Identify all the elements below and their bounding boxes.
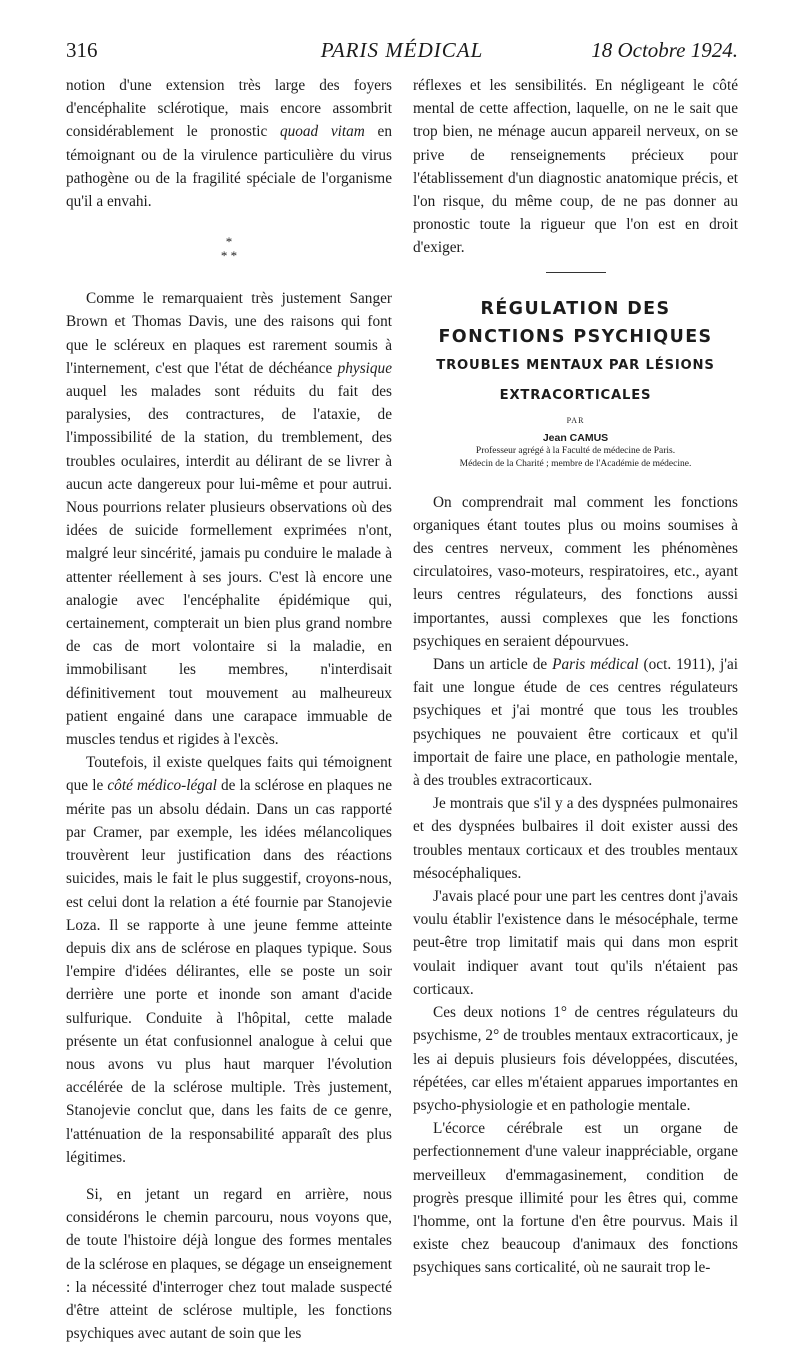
paragraph: J'avais placé pour une part les centres dont j'avais voulu établir l'existence dans le mésocéphale, terme peut-être trop limitatif mais qui dans mon esprit voulait indiquer avant tout qu'ils n'étaient pas corticaux. <box>413 888 738 998</box>
paragraph: L'écorce cérébrale est un organe de perfectionnement d'une valeur inappréciable, organe merveilleux d'emmagasinement, condition de progrès presque illimité pour les êtres qui, comme l'homme, ont la fortune d'en être pourvus. Mais il existe chez beaucoup d'animaux des fonctions psychiques sans corticalité, où ne saurait trop le- <box>413 1120 738 1277</box>
article-title-line1: RÉGULATION DES <box>480 298 671 319</box>
article-subtitle-line1: TROUBLES MENTAUX PAR LÉSIONS <box>436 357 715 373</box>
section-separator-asterisks: * * * <box>220 234 238 264</box>
author-name: Jean CAMUS <box>542 431 609 444</box>
author-affiliation: Professeur agrégé à la Faculté de médecine de Paris. <box>475 445 676 456</box>
page-number: 316 <box>66 38 98 62</box>
right-column <box>413 74 738 1280</box>
article-subtitle-line2: EXTRACORTICALES <box>499 387 652 403</box>
author-affiliation: Médecin de la Charité ; membre de l'Académie de médecine. <box>459 458 692 469</box>
paragraph: Ces deux notions 1° de centres régulateurs du psychisme, 2° de troubles mentaux extracorticaux, je les ai depuis plusieurs fois développées, discutées, répétées, car elles m'étaient apparues importantes en psycho-physiologie et en pathologie mentale. <box>413 1004 738 1114</box>
byline-par: PAR <box>566 415 585 425</box>
paragraph: Si, en jetant un regard en arrière, nous considérons le chemin parcouru, nous voyons que, de toute l'histoire déjà longue des formes mentales de la sclérose en plaques, se dégage un enseignement : la nécessité d'interroger chez tout malade suspecté d'être atteint de sclérose multiple, les fonctions psychiques avec autant de soin que les <box>66 1185 392 1343</box>
section-divider <box>546 272 606 273</box>
page-header <box>66 38 738 68</box>
paragraph: On comprendrait mal comment les fonctions organiques étant toutes plus ou moins soumises à des centres nerveux, comment les phénomènes circulatoires, vaso-moteurs, respiratoires, etc., ayant leurs centres régulateurs, des fonctions aussi importantes, aussi complexes que les fonctions psychiques en seraient dépourvues. <box>413 493 738 650</box>
issue-date: 18 Octobre 1924. <box>591 38 738 62</box>
journal-title: PARIS MÉDICAL <box>320 38 484 62</box>
paragraph: Toutefois, il existe quelques faits qui témoignent que le côté médico-légal de la sclérose en plaques ne mérite pas un absolu dédain. Dans un cas rapporté par Cramer, par exemple, les idées mélancoliques trouvèrent leur justification dans des réactions suicides, mais le fait le plus suggestif, croyons-nous, est celui dont la relation a été fournie par Stanojevie Loza. Il se rapporte à une jeune femme atteinte depuis dix ans de sclérose en plaques typique. Sous l'empire d'idées délirantes, elle se poste un soir derrière une porte et inonde son amant d'acide sulfurique. Conduite à l'hôpital, cette malade présente un état confusionnel analogue à celui que nous avons vu plus haut marquer l'évolution accélérée de la sclérose multiple. Très justement, Stanojevie conclut que, dans les faits de ce genre, l'atténuation de la responsabilité apparaît des plus légitimes. <box>66 754 392 1166</box>
paragraph: Je montrais que s'il y a des dyspnées pulmonaires et des dyspnées bulbaires il doit exister aussi des troubles mentaux corticaux et des troubles mentaux mésocéphaliques. <box>413 795 738 882</box>
left-column <box>66 74 392 1345</box>
paragraph: Dans un article de Paris médical (oct. 1911), j'ai fait une longue étude de ces centres régulateurs psychiques et j'ai montré que tous les troubles psychiques ne pouvaient être corticaux et qu'il importait de faire une place, en pathologie mentale, à des troubles extracorticaux. <box>413 656 738 790</box>
paragraph: Comme le remarquaient très justement Sanger Brown et Thomas Davis, une des raisons qui font que le scléreux en plaques est rarement soumis à l'internement, c'est que l'état de déchéance physique auquel les malades sont réduits du fait des paralysies, des contractures, de l'ataxie, de l'impossibilité de la station, du tremblement, des troubles oculaires, interdit au délirant de se livrer à aucun acte dangereux pour lui-même et pour autrui. Nous pourrions relater plusieurs observations où des idées de suicide formellement exprimées n'ont, malgré leur sincérité, jamais pu conduire le malade à attenter réellement à ses jours. C'est là encore une analogie avec l'encéphalite épidémique qui, certainement, compterait un bien plus grand nombre de cas de mort volontaire si la maladie, en immobilisant les membres, n'interdisait définitivement tout mouvement au malheureux patient engainé dans une carapace immuable de muscles tendus et rigides à l'excès. <box>66 290 392 749</box>
paragraph: réflexes et les sensibilités. En négligeant le côté mental de cette affection, laquelle, on ne le sait que trop bien, ne ménage aucun appareil nerveux, on se prive de renseignements précieux pour l'établissement d'un diagnostic anatomique précis, et l'on risque, du même coup, de ne pas donner au pronostic toute la rigueur que l'on est en droit d'exiger. <box>413 77 738 257</box>
paragraph: notion d'une extension très large des foyers d'encéphalite sclérotique, mais encore assombrit considérablement le pronostic quoad vitam en témoignant ou de la virulence particulière du virus pathogène ou de la fragilité spéciale de l'organisme qu'il a envahi. <box>66 77 392 211</box>
article-title-line2: FONCTIONS PSYCHIQUES <box>438 326 713 347</box>
